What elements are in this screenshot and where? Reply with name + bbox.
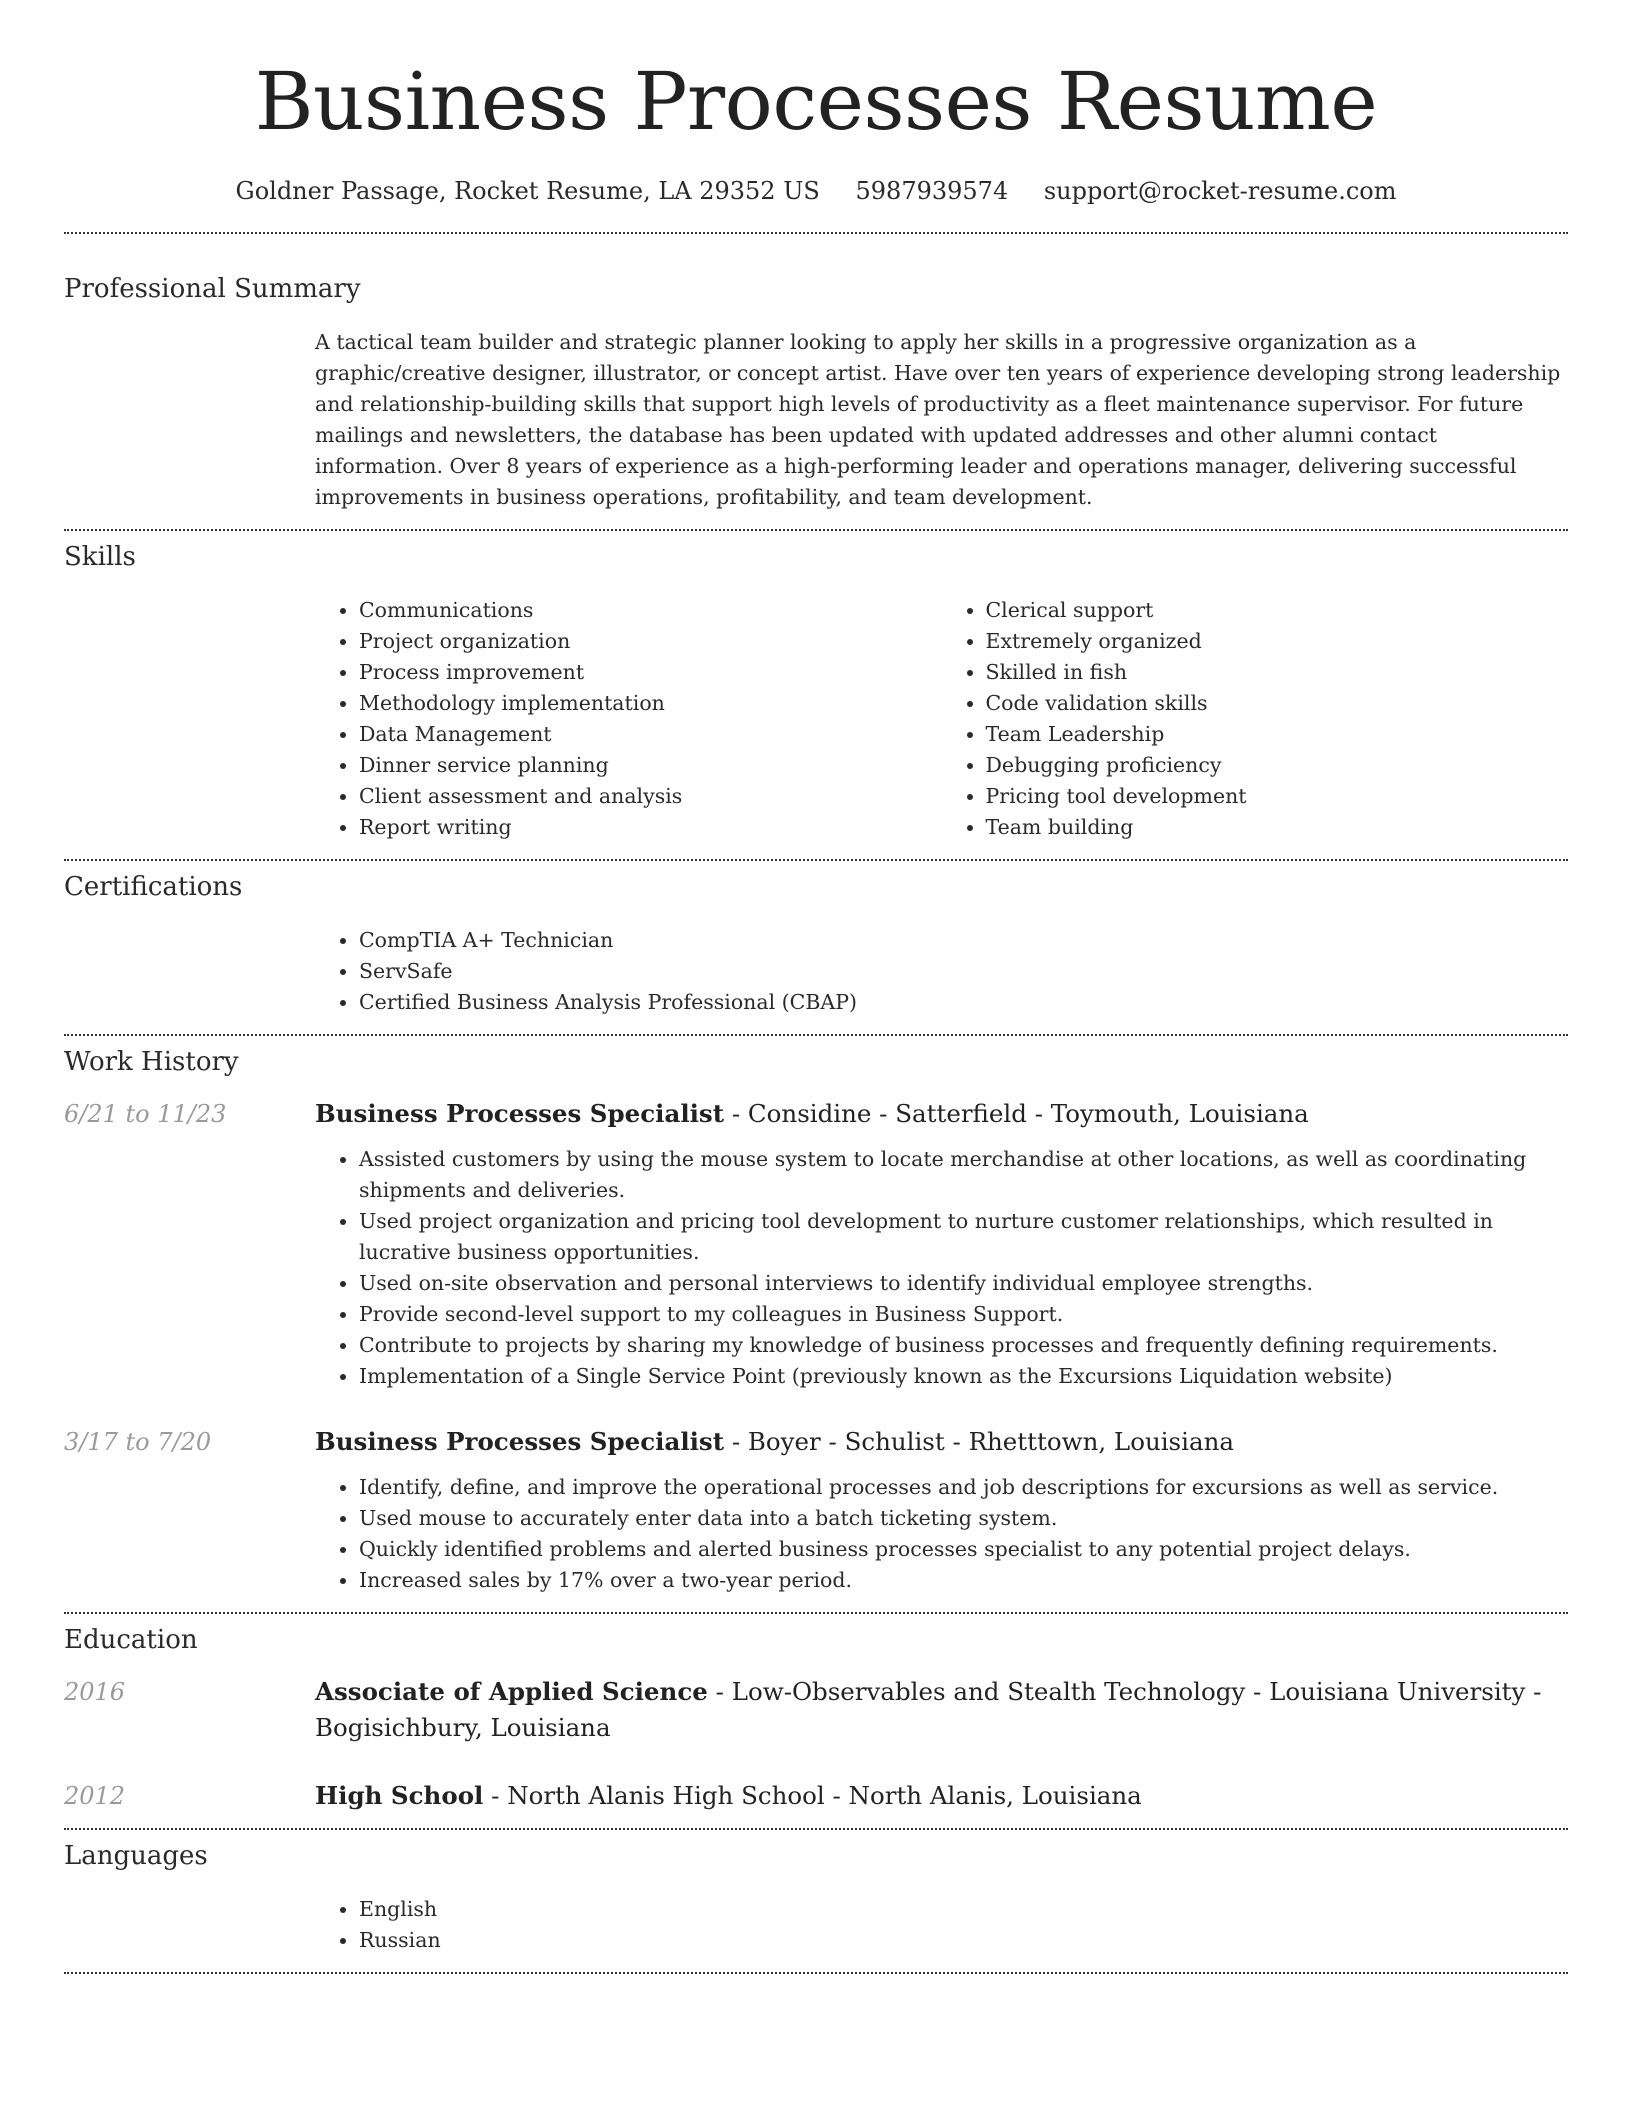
skill-item: • Team Leadership: [986, 719, 1569, 750]
job-bullet: • Used project organization and pricing tool development to nurture customer relationships, which resulted in lucrative business opportunities.: [359, 1206, 1568, 1268]
skill-item: • Extremely organized: [986, 626, 1569, 657]
skill-item: • Report writing: [359, 812, 942, 843]
skill-item: • Team building: [986, 812, 1569, 843]
education-heading: Education: [64, 1625, 198, 1655]
job-bullet: • Increased sales by 17% over a two-year period.: [359, 1565, 1568, 1596]
divider: [64, 1972, 1568, 1974]
job-title: [315, 1096, 1568, 1132]
contact-address: Goldner Passage, Rocket Resume, LA 29352 US: [235, 177, 820, 205]
summary-heading: Professional Summary: [64, 274, 361, 304]
skill-item: • Project organization: [359, 626, 942, 657]
job-bullet: • Assisted customers by using the mouse system to locate merchandise at other locations, as well as coordinating shipments and deliveries.: [359, 1144, 1568, 1206]
education-entry: [64, 1674, 1568, 1746]
language-item: • English: [359, 1894, 1568, 1925]
job-entry: [64, 1424, 1568, 1596]
skill-item: • Client assessment and analysis: [359, 781, 942, 812]
skill-item: • Methodology implementation: [359, 688, 942, 719]
work-history-heading: Work History: [64, 1047, 239, 1077]
contact-line: [64, 176, 1568, 206]
summary-section: [64, 234, 1568, 513]
certifications-heading: Certifications: [64, 872, 243, 902]
skill-item: • Clerical support: [986, 595, 1569, 626]
certification-item: • ServSafe: [359, 956, 1568, 987]
resume-title: Business Processes Resume: [254, 55, 1378, 148]
language-item: • Russian: [359, 1925, 1568, 1956]
education-school: - Low-Observables and Stealth Technology - Louisiana University - Bogisichbury, Louisiana: [315, 1677, 1542, 1742]
certifications-list: [315, 925, 1568, 1018]
education-title: [315, 1674, 1568, 1746]
education-year: 2012: [64, 1782, 126, 1810]
work-history-section: [64, 1036, 1568, 1596]
job-bullet: • Provide second-level support to my colleagues in Business Support.: [359, 1299, 1568, 1330]
job-bullet: • Implementation of a Single Service Point (previously known as the Excursions Liquidation website): [359, 1361, 1568, 1392]
job-bullet: • Identify, define, and improve the operational processes and job descriptions for excursions as well as service.: [359, 1472, 1568, 1503]
job-role: Business Processes Specialist: [315, 1427, 725, 1456]
education-degree: High School: [315, 1781, 484, 1810]
skill-item: • Skilled in fish: [986, 657, 1569, 688]
job-bullet: • Used on-site observation and personal interviews to identify individual employee strengths.: [359, 1268, 1568, 1299]
languages-section: [64, 1830, 1568, 1956]
skills-heading: Skills: [64, 542, 136, 572]
job-bullets: [315, 1144, 1568, 1392]
certifications-section: [64, 861, 1568, 1018]
job-employer: - Boyer - Schulist - Rhetttown, Louisiana: [724, 1427, 1234, 1456]
skill-item: • Pricing tool development: [986, 781, 1569, 812]
education-entry: [64, 1778, 1568, 1814]
job-entry: [64, 1096, 1568, 1392]
job-dates: 6/21 to 11/23: [64, 1100, 227, 1128]
education-school: - North Alanis High School - North Alanis, Louisiana: [483, 1781, 1142, 1810]
skills-list-left: [315, 595, 942, 843]
summary-text: A tactical team builder and strategic planner looking to apply her skills in a progressive organization as a graphic/creative designer, illustrator, or concept artist. Have over ten years of experience developing strong leadership and relationship-building skills that support high levels of productivity as a fleet maintenance supervisor. For future mailings and newsletters, the database has been updated with updated addresses and other alumni contact information. Over 8 years of experience as a high-performing leader and operations manager, delivering successful improvements in business operations, profitability, and team development.: [315, 330, 1561, 509]
skill-item: • Debugging proficiency: [986, 750, 1569, 781]
skill-item: • Communications: [359, 595, 942, 626]
contact-email: support@rocket-resume.com: [1043, 177, 1397, 205]
job-dates: 3/17 to 7/20: [64, 1428, 212, 1456]
skills-section: [64, 531, 1568, 843]
skill-item: • Process improvement: [359, 657, 942, 688]
job-bullet: • Used mouse to accurately enter data into a batch ticketing system.: [359, 1503, 1568, 1534]
education-title: [315, 1778, 1568, 1814]
languages-list: [315, 1894, 1568, 1956]
languages-heading: Languages: [64, 1841, 208, 1871]
skills-list-right: [942, 595, 1569, 843]
job-bullet: • Contribute to projects by sharing my knowledge of business processes and frequently defining requirements.: [359, 1330, 1568, 1361]
certification-item: • CompTIA A+ Technician: [359, 925, 1568, 956]
education-year: 2016: [64, 1678, 126, 1706]
job-title: [315, 1424, 1568, 1460]
contact-phone: 5987939574: [855, 177, 1009, 205]
skill-item: • Dinner service planning: [359, 750, 942, 781]
skill-item: • Data Management: [359, 719, 942, 750]
education-section: [64, 1614, 1568, 1814]
job-bullet: • Quickly identified problems and alerted business processes specialist to any potential project delays.: [359, 1534, 1568, 1565]
education-degree: Associate of Applied Science: [315, 1677, 708, 1706]
skill-item: • Code validation skills: [986, 688, 1569, 719]
job-employer: - Considine - Satterfield - Toymouth, Louisiana: [724, 1099, 1309, 1128]
job-role: Business Processes Specialist: [315, 1099, 725, 1128]
certification-item: • Certified Business Analysis Professional (CBAP): [359, 987, 1568, 1018]
job-bullets: [315, 1472, 1568, 1596]
